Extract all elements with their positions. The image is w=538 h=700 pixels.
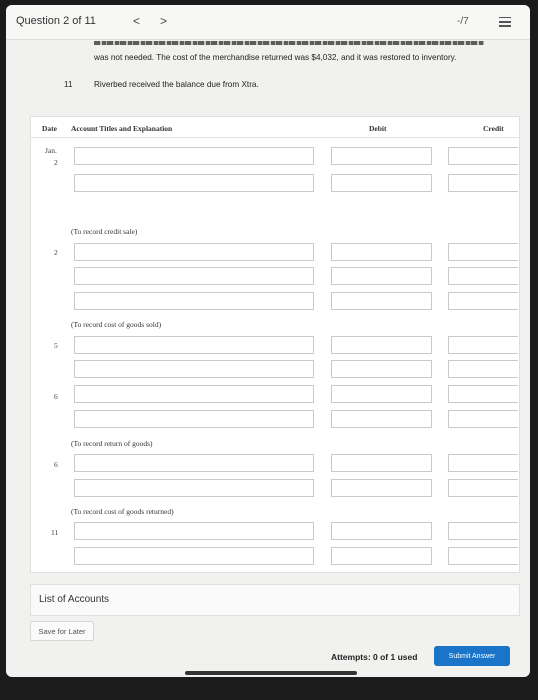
debit-input[interactable] [331,410,432,428]
entry-date: 5 [54,341,58,350]
account-title-input[interactable] [74,385,314,403]
account-title-input[interactable] [74,360,314,378]
credit-input[interactable] [448,243,518,261]
account-title-input[interactable] [74,547,314,565]
menu-icon[interactable] [499,17,511,27]
account-title-input[interactable] [74,174,314,192]
debit-input[interactable] [331,243,432,261]
entry-note: (To record cost of goods sold) [71,320,162,329]
account-title-input[interactable] [74,336,314,354]
question-title: Question 2 of 11 [16,15,96,27]
next-question-icon[interactable]: > [160,14,168,28]
debit-input[interactable] [331,479,432,497]
entry-date: 2 [54,158,58,167]
entry-date: 11 [51,528,59,537]
debit-input[interactable] [331,147,432,165]
credit-input[interactable] [448,547,518,565]
debit-input[interactable] [331,267,432,285]
credit-input[interactable] [448,147,518,165]
header-divider [31,137,519,138]
account-title-input[interactable] [74,267,314,285]
save-for-later-button[interactable]: Save for Later [30,621,94,641]
prev-question-icon[interactable]: < [133,14,141,28]
entry-note: (To record credit sale) [71,227,138,236]
credit-input[interactable] [448,479,518,497]
entry-date: 6 [54,460,58,469]
debit-input[interactable] [331,336,432,354]
account-title-input[interactable] [74,243,314,261]
problem-line-2: Riverbed received the balance due from Xtra. [94,80,259,89]
credit-input[interactable] [448,522,518,540]
debit-input[interactable] [331,360,432,378]
header-debit: Debit [369,124,387,133]
account-title-input[interactable] [74,479,314,497]
account-title-input[interactable] [74,454,314,472]
problem-line-2-day: 11 [64,80,73,89]
credit-input[interactable] [448,267,518,285]
header-credit: Credit [483,124,504,133]
attempts-counter: Attempts: 0 of 1 used [331,652,418,662]
debit-input[interactable] [331,292,432,310]
home-indicator[interactable] [185,671,357,675]
credit-input[interactable] [448,336,518,354]
credit-input[interactable] [448,454,518,472]
month-label: Jan. [45,146,57,155]
screen [6,5,530,677]
debit-input[interactable] [331,547,432,565]
list-of-accounts-label: List of Accounts [39,594,110,605]
header-date: Date [42,124,57,133]
credit-input[interactable] [448,385,518,403]
top-bar [6,5,530,40]
debit-input[interactable] [331,522,432,540]
entry-note: (To record return of goods) [71,439,153,448]
submit-answer-button[interactable]: Submit Answer [434,646,510,666]
problem-line-1: was not needed. The cost of the merchandise returned was $4,032, and it was restored to inventory. [94,53,457,62]
entry-note: (To record cost of goods returned) [71,507,174,516]
credit-input[interactable] [448,360,518,378]
entry-date: 6 [54,392,58,401]
credit-input[interactable] [448,410,518,428]
list-of-accounts-panel[interactable] [30,584,520,616]
account-title-input[interactable] [74,147,314,165]
account-title-input[interactable] [74,292,314,310]
debit-input[interactable] [331,385,432,403]
account-title-input[interactable] [74,522,314,540]
score: -/7 [457,16,469,27]
debit-input[interactable] [331,454,432,472]
entry-date: 2 [54,248,58,257]
debit-input[interactable] [331,174,432,192]
account-title-input[interactable] [74,410,314,428]
header-account: Account Titles and Explanation [71,124,173,133]
credit-input[interactable] [448,174,518,192]
journal-entry-table [30,116,520,573]
partial-line-cut-off [94,41,484,45]
credit-input[interactable] [448,292,518,310]
